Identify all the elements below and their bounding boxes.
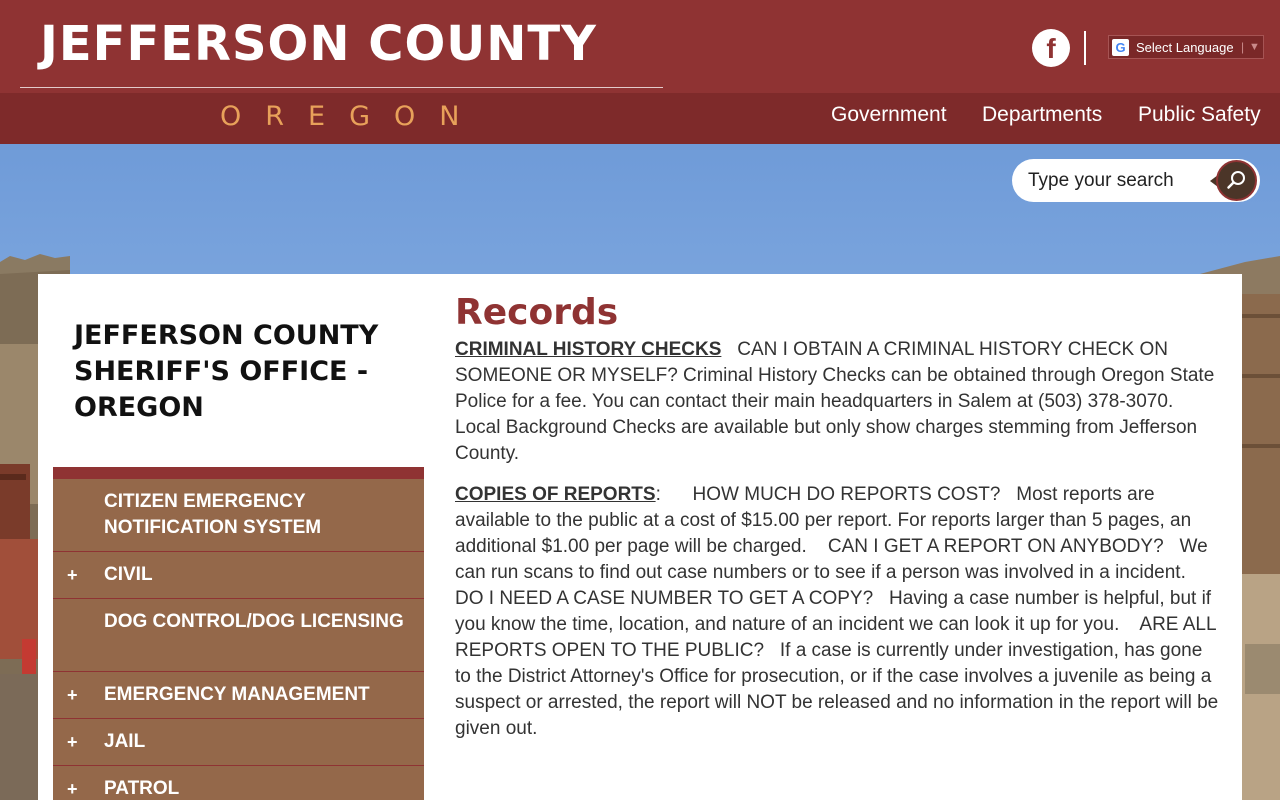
sidebar-item-civil[interactable] bbox=[53, 552, 424, 598]
search-button[interactable] bbox=[1216, 160, 1257, 201]
nav-item-government[interactable]: Government bbox=[831, 103, 947, 126]
sidebar-item-jail[interactable] bbox=[53, 719, 424, 765]
site-logo-title[interactable]: JEFFERSON COUNTY bbox=[40, 16, 597, 72]
search-icon bbox=[1218, 162, 1255, 199]
section-text-copies-of-reports: : HOW MUCH DO REPORTS COST? Most reports are available to the public at a cost of $15.00 per report. For reports larger than 5 pages, an additional $1.00 per page will be charged. CAN I GET A REPORT ON ANYBODY? We can run scans to find out case numbers or to see if a person was involved in a incident. DO I NEED A CASE NUMBER TO GET A COPY? Having a case number is helpful, but if you know the time, location, and nature of an incident we can look it up for you. ARE ALL REPORTS OPEN TO THE PUBLIC? If a case is currently under investigation, has gone to the District Attorney's Office for prosecution, or if the case involves a juvenile as being a suspect or arrested, the report will NOT be released and no information in the report will be given out. bbox=[455, 484, 1224, 739]
expand-plus-icon[interactable]: + bbox=[67, 779, 78, 799]
google-glyph: G bbox=[1115, 40, 1126, 55]
site-logo-subtitle: OREGON bbox=[220, 101, 484, 132]
expand-plus-icon[interactable]: + bbox=[67, 685, 78, 705]
google-translate-icon bbox=[1112, 39, 1129, 56]
nav-item-public-safety[interactable]: Public Safety bbox=[1138, 103, 1261, 126]
criminal-history-section bbox=[455, 337, 1223, 467]
copies-of-reports-section bbox=[455, 482, 1223, 742]
chevron-down-icon: ▼ bbox=[1249, 41, 1260, 53]
header-divider bbox=[1084, 31, 1086, 65]
sidebar-item-label: CIVIL bbox=[104, 564, 153, 585]
logo-divider bbox=[20, 87, 663, 88]
sidebar-item-emergency-management[interactable] bbox=[53, 672, 424, 718]
sidebar-item-label: EMERGENCY MANAGEMENT bbox=[104, 684, 370, 705]
page-title: Records bbox=[455, 292, 619, 333]
language-select-separator: | bbox=[1241, 40, 1245, 54]
sidebar-item-patrol[interactable] bbox=[53, 766, 424, 800]
expand-plus-icon[interactable]: + bbox=[67, 732, 78, 752]
sidebar-item-label: JAIL bbox=[104, 731, 146, 752]
section-lead-copies-of-reports: COPIES OF REPORTS bbox=[455, 484, 656, 505]
sidebar-item-label: PATROL bbox=[104, 778, 180, 799]
section-lead-criminal-history: CRIMINAL HISTORY CHECKS bbox=[455, 339, 722, 360]
search-input[interactable] bbox=[1028, 167, 1218, 195]
facebook-icon[interactable] bbox=[1032, 29, 1070, 67]
language-select-label: Select Language bbox=[1136, 40, 1234, 55]
sidebar-item-label: DOG CONTROL/DOG LICENSING bbox=[104, 611, 404, 632]
sidebar-nav bbox=[53, 467, 424, 800]
expand-plus-icon[interactable]: + bbox=[67, 565, 78, 585]
sidebar-item-dog-control[interactable] bbox=[53, 599, 424, 671]
sidebar-item-label: CITIZEN EMERGENCY NOTIFICATION SYSTEM bbox=[104, 491, 322, 538]
language-select[interactable] bbox=[1108, 35, 1264, 59]
nav-item-departments[interactable]: Departments bbox=[982, 103, 1103, 126]
sidebar-item-citizen-emergency-notification-system[interactable] bbox=[53, 479, 424, 551]
section-text-criminal-history: CAN I OBTAIN A CRIMINAL HISTORY CHECK ON SOMEONE OR MYSELF? Criminal History Checks can be obtained through Oregon State Police for a fee. You can contact their main headquarters in Salem at (503) 378-3070. Local Background Checks are available but only show charges stemming from Jefferson County. bbox=[455, 339, 1220, 464]
sidebar-title: JEFFERSON COUNTY SHERIFF'S OFFICE - OREGON bbox=[74, 320, 379, 423]
facebook-glyph: f bbox=[1046, 33, 1056, 64]
